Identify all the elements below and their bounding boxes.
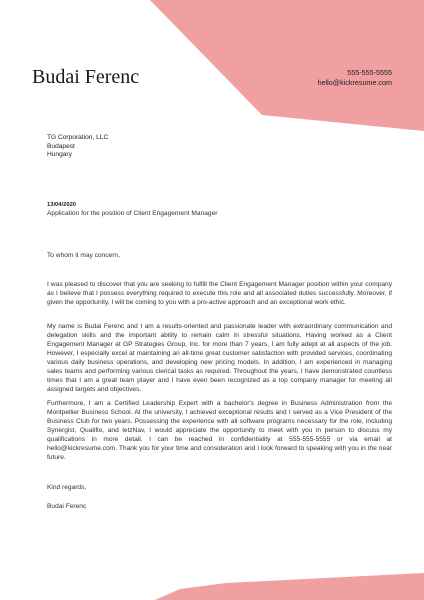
signature-name: Budai Ferenc [47, 503, 87, 510]
phone-number: 555-555-5555 [347, 68, 392, 77]
body-paragraph-3: Furthermore, I am a Certified Leadership Expert with a bachelor's degree in Business Administration from the Montpellier Business School. At the university, I achieved exceptional results and I served as a Vice President of the Business Club for two years. Possessing the experience with all software programs necessary for the role, including Synergist, Qualifio, and letzNav, I would appreciate the opportunity to meet with you in person to discuss my qualifications in more detail. I can be reached in confidentiality at 555-555-5555 or via email at hello@kickresume.com. Thank you for your time and consideration and I look forward to speaking with you in the near future. [47, 400, 392, 461]
body-paragraph-1: I was pleased to discover that you are seeking to fulfill the Client Engagement Manager position within your company as I believe that I possess everything required to execute this role and all associated duties successfully. Moreover, if given the opportunity, I will be coming to you with a pro-active approach and an exceptional work ethic. [47, 281, 392, 306]
email-address: hello@kickresume.com [317, 78, 392, 87]
letter-date: 13/04/2020 [47, 202, 77, 208]
body-paragraph-2: My name is Budai Ferenc and I am a results-oriented and passionate leader with extraordinary communication and delegation skills and the important ability to remain calm in stressful situations. Having worked as a Client Engagement Manager at GP Strategies Group, Inc. for more than 7 years, I am fully adept at all aspects of the job. However, I especially excel at maintaining an all-time great customer satisfaction with provided services, coordinating various daily business operations, and developing new pricing models. In addition, I am experienced in managing sales teams and performing various clerical tasks as required. Throughout the years, I have demonstrated countless times that I am a great team player and I have even been recognized as a top company manager for meeting all assigned targets and objectives. [47, 323, 392, 393]
recipient-address [47, 134, 108, 160]
footer-accent-shape [155, 573, 424, 600]
header-accent-shape [150, 0, 424, 131]
letter-subject: Application for the position of Client Engagement Manager [47, 210, 218, 217]
recipient-country: Hungary [47, 151, 72, 159]
greeting: To whom it may concern, [47, 252, 120, 259]
sender-name: Budai Ferenc [32, 66, 140, 88]
recipient-city: Budapest [47, 142, 75, 150]
closing-line: Kind regards, [47, 484, 87, 491]
contact-block [318, 68, 392, 88]
recipient-company: TG Corporation, LLC [47, 134, 109, 141]
